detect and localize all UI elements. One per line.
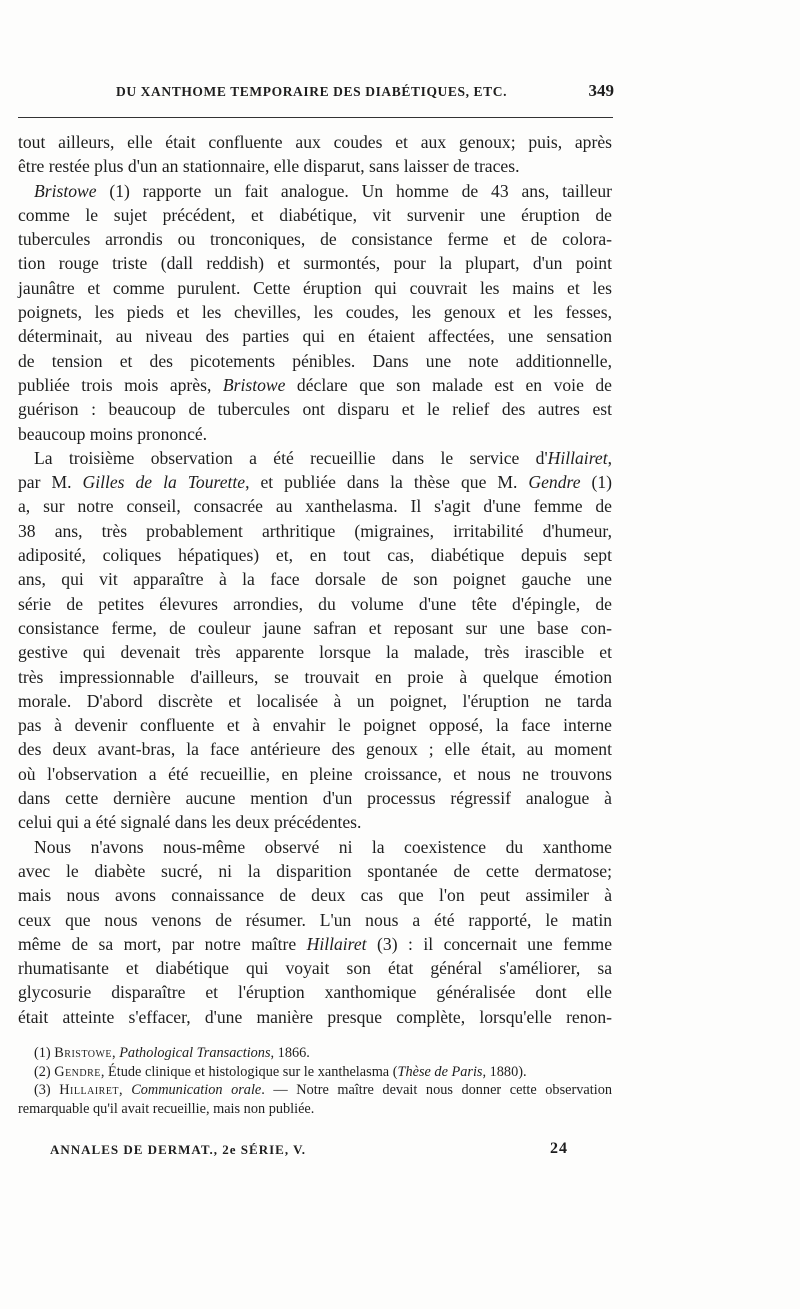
text-line: La troisième observation a été recueillie dans le service d'Hillairet, (34, 447, 612, 468)
text-line: Nous n'avons nous-même observé ni la coexistence du xanthome (34, 836, 612, 857)
text-line: avec le diabète sucré, ni la disparition spontanée de cette dermatose; (18, 860, 612, 881)
footnote-author: Hillairet (59, 1082, 120, 1098)
text-line: consistance ferme, de couleur jaune safran et reposant sur une base con- (18, 617, 612, 638)
text-line: glycosurie disparaître et l'éruption xanthomique généralisée dont elle (18, 982, 612, 1003)
main-text (18, 130, 612, 1029)
text-line: comme le sujet précédent, et diabétique, vit survenir une éruption de (18, 204, 612, 225)
text-line: par M. Gilles de la Tourette, et publiée dans la thèse que M. Gendre (1) (18, 472, 613, 493)
author-name: Bristowe (222, 374, 286, 395)
text-line: ans, qui vit apparaître à la face dorsale de son poignet gauche une (18, 569, 612, 590)
text-line: pas à devenir confluente et à envahir le poignet opposé, la face interne (18, 715, 612, 736)
text-line: être restée plus d'un an stationnaire, elle disparut, sans laisser de traces. (18, 156, 520, 177)
text-line: poignets, les pieds et les chevilles, les coudes, les genoux et les fesses, (18, 302, 612, 323)
author-name: Bristowe (34, 180, 97, 201)
running-header (18, 81, 614, 106)
author-name: Hillairet (547, 447, 608, 468)
text-line: publiée trois mois après, Bristowe déclare que son malade est en voie de (18, 374, 612, 395)
text-line: des deux avant-bras, la face antérieure des genoux ; elle était, au moment (18, 739, 612, 760)
text-line: jaunâtre et comme purulent. Cette éruption qui couvrait les mains et les (18, 277, 612, 298)
text-line: déterminait, au niveau des parties qui en étaient affectées, une sensation (18, 326, 612, 347)
text-line: celui qui a été signalé dans les deux précédentes. (18, 812, 362, 833)
text-line: série de petites élevures arrondies, du volume d'une tête d'épingle, de (18, 593, 612, 614)
text-line: de tension et des picotements pénibles. Dans une note additionnelle, (18, 350, 612, 371)
journal-signature: ANNALES DE DERMAT., 2e SÉRIE, V. (50, 1142, 307, 1157)
text-line: était atteinte s'effacer, d'une manière presque complète, lorsqu'elle renon- (18, 1006, 612, 1027)
footnote-work-title: Thèse de Paris (397, 1063, 483, 1080)
text-line: rhumatisante et diabétique qui voyait son état général s'améliorer, sa (18, 958, 612, 979)
text-line: a, sur notre conseil, consacrée au xanthelasma. Il s'agit d'une femme de (18, 496, 612, 517)
header-rule (18, 117, 613, 118)
text-line: beaucoup moins prononcé. (18, 423, 208, 444)
text-line: ceux que nous venons de résumer. L'un nous a été rapporté, le matin (18, 909, 612, 930)
footnote: (3) Hillairet, Communication orale. — Notre maître devait nous donner cette observation remarquable qu'il avait recueillie, mais non publiée. (18, 1082, 612, 1117)
footnotes (18, 1044, 612, 1118)
text-line: où l'observation a été recueillie, en pleine croissance, et nous ne trouvons (18, 763, 612, 784)
footnote: (1) Bristowe, Pathological Transactions, 1866. (34, 1045, 310, 1061)
text-line: guérison : beaucoup de tubercules ont disparu et le relief des autres est (18, 399, 612, 420)
text-line: même de sa mort, par notre maître Hillairet (3) : il concernait une femme (18, 933, 612, 954)
footnote: (2) Gendre, Étude clinique et histologique sur le xanthelasma (Thèse de Paris, 1880). (34, 1063, 527, 1080)
text-line: tout ailleurs, elle était confluente aux coudes et aux genoux; puis, après (18, 132, 612, 152)
text-line: adiposité, coliques hépatiques) et, en tout cas, diabétique depuis sept (18, 545, 612, 566)
text-line: dans cette dernière aucune mention d'un processus régressif analogue à (18, 788, 612, 809)
page-number: 349 (588, 81, 614, 100)
text-line: très impressionnable d'ailleurs, se trouvait en proie à quelque émotion (18, 666, 612, 687)
text-line: gestive qui devenait très apparente lorsque la malade, très irascible et (18, 642, 612, 663)
footnote-work-title: Communication orale (131, 1082, 262, 1098)
author-name: Gilles de la Tourette (82, 472, 246, 493)
text-line: tubercules arrondis ou tronconiques, de consistance ferme et de colora- (18, 229, 612, 250)
text-line: morale. D'abord discrète et localisée à un poignet, l'éruption ne tarda (18, 690, 612, 711)
text-line: Bristowe (1) rapporte un fait analogue. Un homme de 43 ans, tailleur (34, 180, 612, 201)
page-footer (50, 1142, 570, 1162)
text-line: mais nous avons connaissance de deux cas que l'on peut assimiler à (18, 885, 612, 906)
text-line: 38 ans, très probablement arthritique (migraines, irritabilité d'humeur, (18, 520, 612, 541)
running-title: DU XANTHOME TEMPORAIRE DES DIABÉTIQUES, ETC. (116, 84, 508, 99)
signature-mark: 24 (550, 1140, 568, 1157)
footnote-author: Bristowe (54, 1045, 113, 1061)
footnote-work-title: Pathological Transactions (119, 1045, 271, 1061)
text-line: tion rouge triste (dall reddish) et surmontés, pour la plupart, d'un point (18, 253, 612, 274)
author-name: Gendre (528, 472, 581, 493)
footnote-author: Gendre (54, 1063, 101, 1080)
author-name: Hillairet (306, 933, 367, 954)
